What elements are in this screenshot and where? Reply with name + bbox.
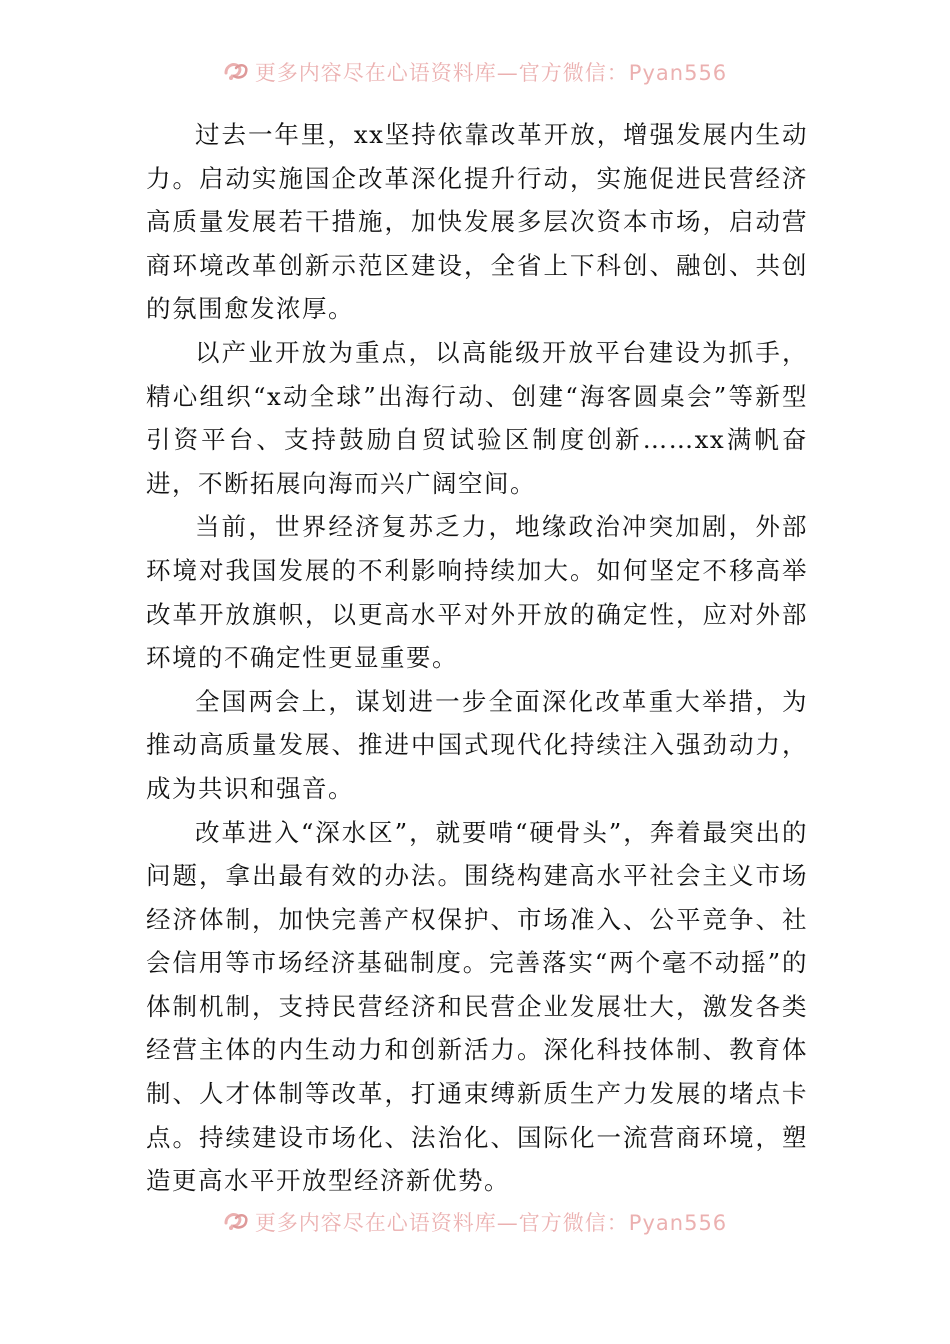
watermark-text: 更多内容尽在心语资料库—官方微信：Pyan556 (254, 61, 728, 85)
logo-icon (223, 59, 249, 86)
logo-icon (223, 1209, 249, 1236)
footer-watermark (0, 1207, 950, 1237)
header-watermark (0, 57, 950, 87)
paragraph: 以产业开放为重点，以高能级开放平台建设为抓手，精心组织“x动全球”出海行动、创建“海客圆桌会”等新型引资平台、支持鼓励自贸试验区制度创新……xx满帆奋进，不断拓展向海而兴广阔空间。 (146, 337, 808, 498)
document-body (146, 113, 808, 1203)
paragraph: 当前，世界经济复苏乏力，地缘政治冲突加剧，外部环境对我国发展的不利影响持续加大。如何坚定不移高举改革开放旗帜，以更高水平对外开放的确定性，应对外部环境的不确定性更显重要。 (146, 512, 808, 673)
paragraph: 全国两会上，谋划进一步全面深化改革重大举措，为推动高质量发展、推进中国式现代化持续注入强劲动力，成为共识和强音。 (146, 686, 808, 803)
paragraph: 改革进入“深水区”，就要啃“硬骨头”，奔着最突出的问题，拿出最有效的办法。围绕构建高水平社会主义市场经济体制，加快完善产权保护、市场准入、公平竞争、社会信用等市场经济基础制度。完善落实“两个毫不动摇”的体制机制，支持民营经济和民营企业发展壮大，激发各类经营主体的内生动力和创新活力。深化科技体制、教育体制、人才体制等改革，打通束缚新质生产力发展的堵点卡点。持续建设市场化、法治化、国际化一流营商环境，塑造更高水平开放型经济新优势。 (146, 817, 808, 1196)
watermark-text: 更多内容尽在心语资料库—官方微信：Pyan556 (254, 1211, 728, 1235)
paragraph: 过去一年里，xx坚持依靠改革开放，增强发展内生动力。启动实施国企改革深化提升行动，实施促进民营经济高质量发展若干措施，加快发展多层次资本市场，启动营商环境改革创新示范区建设，全省上下科创、融创、共创的氛围愈发浓厚。 (146, 120, 808, 324)
